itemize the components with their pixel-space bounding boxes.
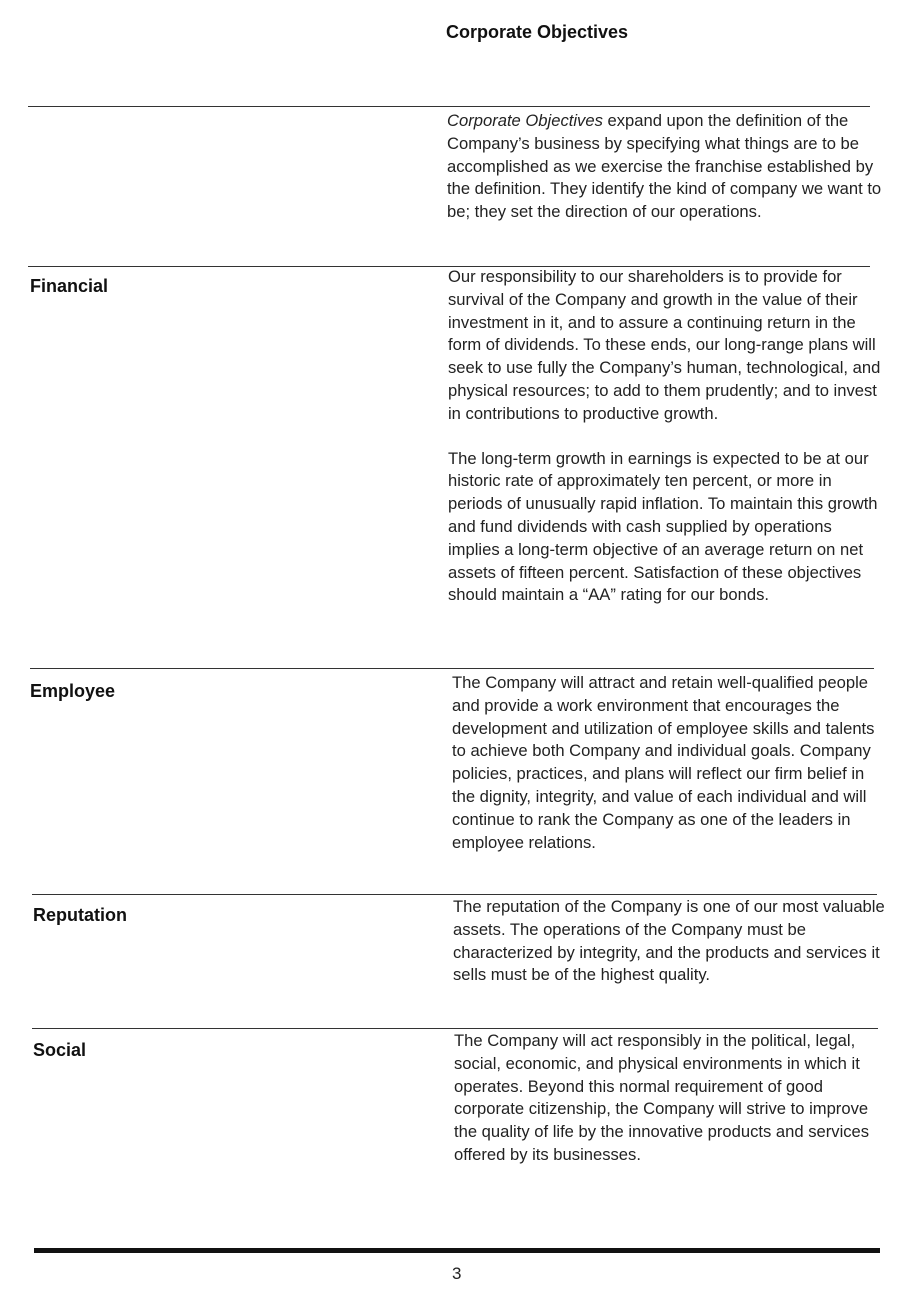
- section-divider: [30, 668, 874, 669]
- section-label-financial: Financial: [30, 276, 109, 296]
- intro-text: expand upon the definition of the Company’s business by specifying what things are to be accomplished as we exercise the franchise established by the definition. They identify the kind of company we want to be; they set the direction of our operations.: [447, 111, 882, 222]
- financial-paragraph-2: The long-term growth in earnings is expected to be at our historic rate of approximately ten percent, or more in periods of unusually rapid inflation. To maintain this growth and fund dividends with cash supplied by operations implies a long-term objective of an average return on net assets of fifteen percent. Satisfaction of these objectives should maintain a “AA” rating for our bonds.: [448, 448, 878, 605]
- page-number: 3: [452, 1264, 462, 1283]
- employee-paragraph: The Company will attract and retain well-qualified people and provide a work environment that encourages the development and utilization of employee skills and talents to achieve both Company and individual goals. Company policies, practices, and plans will reflect our firm belief in the dignity, integrity, and value of each individual and will continue to rank the Company as one of the leaders in employee relations.: [452, 673, 875, 852]
- section-label-social: Social: [33, 1040, 87, 1060]
- section-divider: [32, 1028, 878, 1029]
- section-label-reputation: Reputation: [33, 905, 127, 925]
- social-text: [454, 1030, 890, 1167]
- financial-paragraph-1: Our responsibility to our shareholders is to provide for survival of the Company and growth in the value of their investment in it, and to assure a continuing return in the form of dividends. To these ends, our long-range plans will seek to use fully the Company’s human, technological, and physical resources; to add to them prudently; and to invest in contributions to productive growth.: [448, 267, 881, 423]
- financial-text: [448, 266, 884, 607]
- intro-emphasis: Corporate Objectives: [447, 111, 603, 130]
- social-paragraph: The Company will act responsibly in the political, legal, social, economic, and physical environments in which it operates. Beyond this normal requirement of good corporate citizenship, the Company will strive to improve the quality of life by the innovative products and services offered by its businesses.: [454, 1031, 870, 1164]
- intro-paragraph: [447, 110, 883, 224]
- section-label-employee: Employee: [30, 681, 116, 701]
- reputation-paragraph: The reputation of the Company is one of our most valuable assets. The operations of the Company must be characterized by integrity, and the products and services it sells must be of the highest quality.: [453, 897, 885, 985]
- section-divider: [32, 894, 877, 895]
- reputation-text: [453, 896, 889, 987]
- footer-rule: [34, 1248, 880, 1253]
- employee-text: [452, 672, 888, 854]
- section-divider: [28, 106, 870, 107]
- page-title: Corporate Objectives: [446, 22, 629, 42]
